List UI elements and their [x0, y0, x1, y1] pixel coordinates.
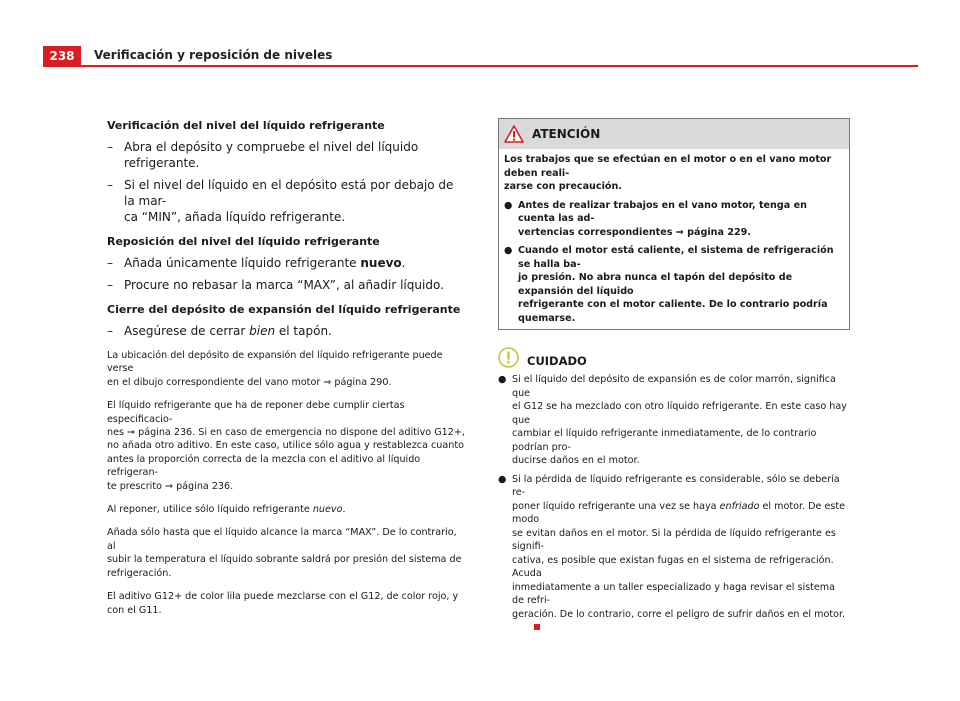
paragraph: Al reponer, utilice sólo líquido refrigerante nuevo.	[107, 504, 346, 516]
page-header-title: Verificación y reposición de niveles	[94, 48, 333, 62]
step-item: – Abra el depósito y compruebe el nivel del líquido refrigerante.	[107, 140, 419, 170]
paragraph: Añada sólo hasta que el líquido alcance la marca “MAX”. De lo contrario, al subir la temperatura el líquido sobrante saldrá por presión del sistema de refrigeración.	[107, 527, 462, 579]
caution-body	[498, 373, 850, 635]
left-column	[107, 118, 467, 617]
caution-bullet: ● Si el líquido del depósito de expansión es de color marrón, significa que el G12 se ha mezclado con otro líquido refrigerante. En este caso hay que cambiar el líquido refrigerante inmediatamente, de lo contrario podrían pro- ducirse daños en el motor.	[498, 374, 847, 466]
warning-triangle-icon	[504, 125, 524, 143]
section-heading-verification: Verificación del nivel del líquido refrigerante	[107, 119, 385, 132]
section-heading-refill: Reposición del nivel del líquido refrigerante	[107, 235, 380, 248]
caution-header	[498, 346, 850, 368]
warning-title: ATENCIÓN	[532, 127, 601, 141]
warning-box	[498, 118, 850, 330]
warning-bullet: ● Antes de realizar trabajos en el vano motor, tenga en cuenta las ad- vertencias correspondientes ⇒ página 229.	[504, 199, 807, 238]
step-item: – Asegúrese de cerrar bien el tapón.	[107, 324, 332, 338]
caution-exclamation-icon	[498, 347, 519, 368]
caution-title: CUIDADO	[527, 354, 587, 368]
step-item: – Procure no rebasar la marca “MAX”, al añadir líquido.	[107, 278, 444, 292]
right-column	[498, 118, 850, 635]
warning-body	[499, 149, 849, 329]
step-item: – Si el nivel del líquido en el depósito está por debajo de la mar- ca “MIN”, añada líquido refrigerante.	[107, 178, 454, 224]
warning-header	[499, 119, 849, 149]
page-number: 238	[43, 46, 81, 65]
paragraph: El líquido refrigerante que ha de reponer debe cumplir ciertas especificacio- nes ⇒ página 236. Si en caso de emergencia no dispone del aditivo G12+, no añada otro aditivo. En este caso, utilice sólo agua y restablezca cuanto antes la proporción correcta de la mezcla con el aditivo al líquido refrigeran- te prescrito ⇒ página 236.	[107, 400, 465, 492]
paragraph: El aditivo G12+ de color lila puede mezclarse con el G12, de color rojo, y con el G11.	[107, 591, 459, 616]
paragraph: La ubicación del depósito de expansión del líquido refrigerante puede verse en el dibujo correspondiente del vano motor ⇒ página 290.	[107, 350, 443, 388]
step-item: – Añada únicamente líquido refrigerante nuevo.	[107, 256, 406, 270]
warning-bullet: ● Cuando el motor está caliente, el sistema de refrigeración se halla ba- jo presión. No abra nunca el tapón del depósito de expansión del líquido refrigerante con el motor caliente. De lo contrario podría quemarse.	[504, 245, 834, 324]
section-heading-close: Cierre del depósito de expansión del líquido refrigerante	[107, 303, 461, 316]
warning-intro: Los trabajos que se efectúan en el motor o en el vano motor deben reali- zarse con precaución.	[504, 154, 832, 192]
end-marker	[534, 624, 540, 630]
header-divider	[43, 65, 918, 67]
caution-bullet: ● Si la pérdida de líquido refrigerante es considerable, sólo se debería re- poner líquido refrigerante una vez se haya enfriado el motor. De este modo se evitan daños en el motor. Si la pérdida de líquido refrigerante es signifi- cativa, es posible que existan fugas en el sistema de refrigeración. Acuda inmediatamente a un taller especializado y haga revisar el sistema de refri- geración. De lo contrario, corre el peligro de sufrir daños en el motor.	[498, 473, 850, 635]
